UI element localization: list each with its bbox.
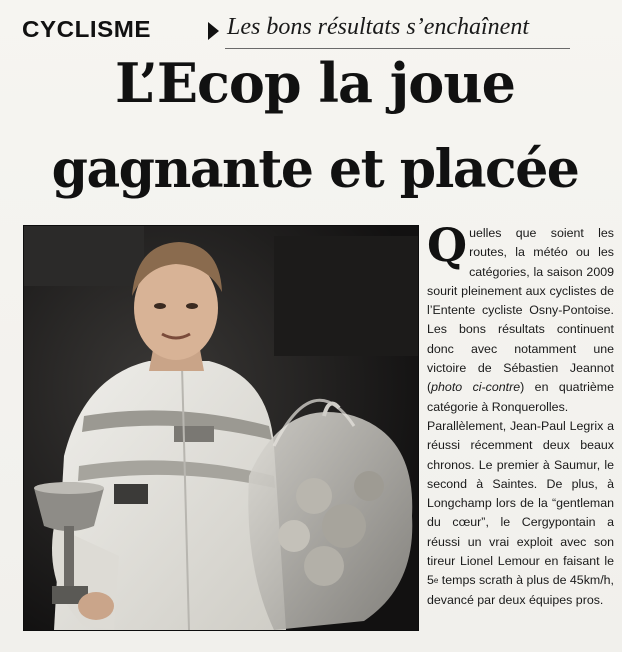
triangle-arrow-icon — [208, 22, 219, 40]
paragraph-1-end: ) en quatrième catégorie à Ronquerolles. — [427, 380, 614, 414]
headline-line-1: L’Ecop la joue — [115, 51, 515, 115]
kicker-underline — [225, 48, 570, 49]
cyclist-with-trophy-image — [24, 226, 418, 630]
article-body — [427, 218, 614, 610]
headline-line-2: gagnante et placée — [51, 139, 579, 200]
ordinal-superscript: e — [433, 576, 439, 586]
article-photo — [23, 225, 419, 631]
paragraph-2-start: Parallèlement, Jean-Paul Legrix a réussi récemment deux beaux chronos. Le premier à Saumur, le second à Saintes. De plus, à Longchamp lors de la “gentleman du cœur”, le Cergypontain a réussi un vrai exploit avec son tireur Lionel Lemour en faisant le 5 — [427, 418, 614, 588]
drop-cap: Q — [427, 218, 468, 272]
photo-reference: photo ci-contre — [431, 380, 521, 395]
headline — [20, 51, 610, 200]
paragraph-1-start: uelles que soient les routes, la météo ou les catégories, la saison 2009 sourit pleinement aux cyclistes de l’Entente cycliste Osny-Pontoise. Les bons résultats continuent donc avec notamment une victoire de Sébastien Jeannot ( — [427, 226, 614, 395]
article-kicker — [22, 12, 570, 48]
section-label: CYCLISME — [22, 16, 151, 42]
paragraph-2-end: temps scrath à plus de 45km/h, devancé par deux équipes pros. — [427, 573, 614, 607]
article-paragraph-1 — [427, 218, 614, 417]
article-paragraph-2 — [427, 417, 614, 610]
kicker-subtitle: Les bons résultats s’enchaînent — [227, 14, 529, 40]
